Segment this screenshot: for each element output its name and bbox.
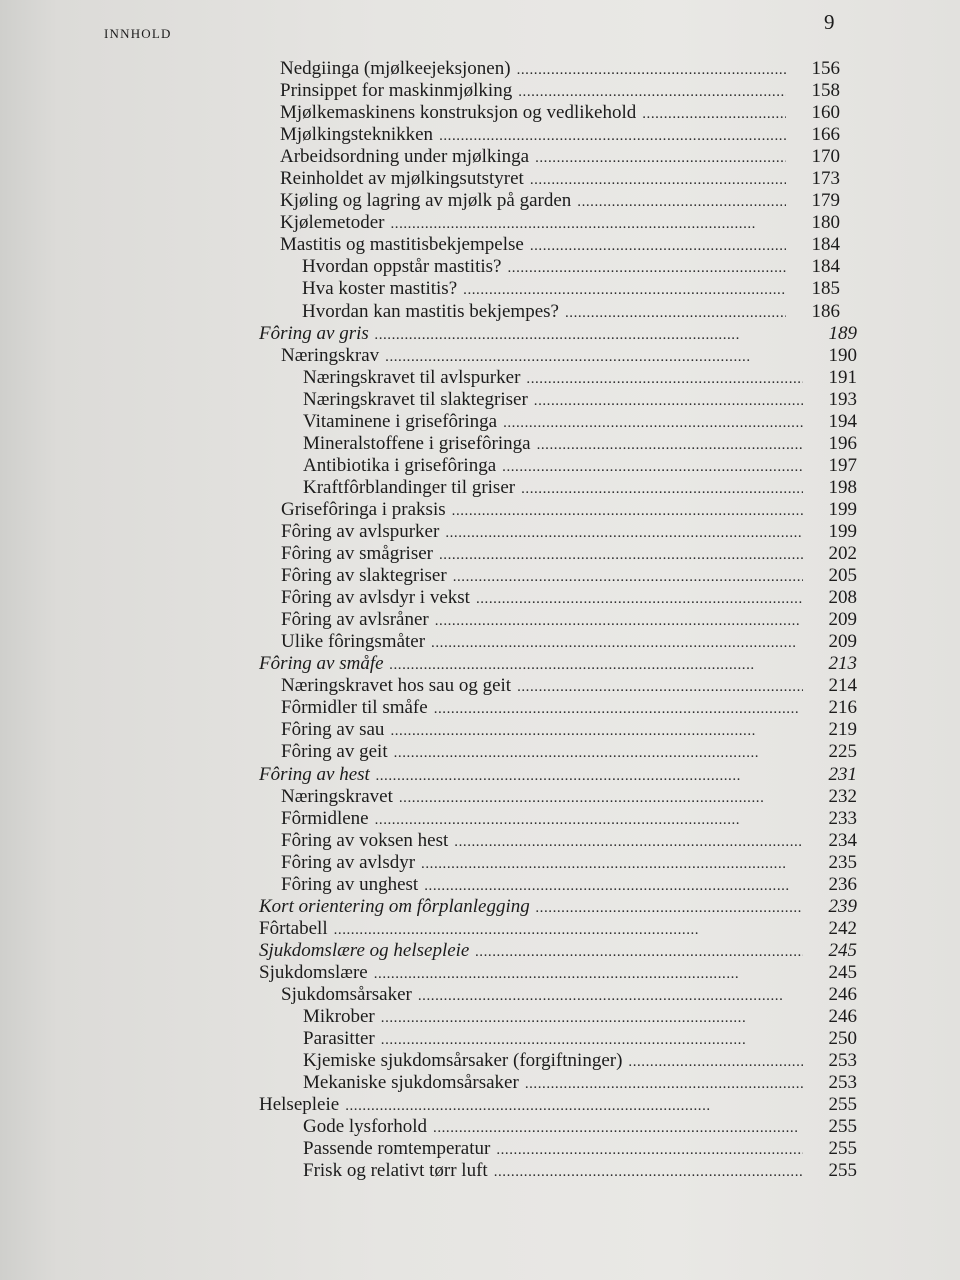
toc-entry [303, 411, 857, 434]
dot-leader [439, 125, 786, 147]
toc-row [0, 256, 960, 278]
toc-entry-page: 250 [828, 1028, 857, 1050]
dot-leader [476, 588, 803, 610]
toc-entry [259, 323, 857, 346]
dot-leader [439, 544, 803, 566]
toc-entry-page: 197 [828, 454, 857, 476]
toc-entry-title: Næringskravet til avlspurker [303, 366, 521, 388]
toc-entry-page: 190 [828, 344, 857, 366]
toc-entry-page: 214 [828, 675, 857, 697]
toc-entry-page: 185 [811, 278, 840, 300]
dot-leader [431, 632, 803, 654]
toc-entry [281, 719, 857, 742]
toc-entry [303, 1160, 857, 1183]
toc-entry-page: 246 [828, 1006, 857, 1028]
toc-entry-page: 245 [828, 939, 857, 961]
dot-leader [521, 478, 803, 500]
toc-entry-title: Sjukdomslære og helsepleie [259, 939, 470, 961]
toc-row [0, 58, 960, 80]
dot-leader [517, 59, 786, 81]
toc-row [0, 653, 960, 675]
toc-entry [303, 1116, 857, 1139]
toc-entry-title: Mjølkingsteknikken [280, 124, 434, 146]
toc-entry [281, 786, 857, 809]
toc-row [0, 124, 960, 146]
toc-row [0, 1116, 960, 1138]
toc-entry-title: Mineralstoffene i grisefôringa [303, 432, 531, 454]
toc-entry-title: Antibiotika i grisefôringa [303, 454, 497, 476]
dot-leader [628, 1051, 803, 1073]
dot-leader [642, 103, 786, 125]
dot-leader [496, 1139, 803, 1161]
toc-entry-page: 173 [811, 168, 840, 190]
toc-entry-page: 209 [828, 631, 857, 653]
toc-entry-page: 160 [811, 102, 840, 124]
toc-entry-page: 236 [828, 873, 857, 895]
dot-leader [463, 279, 786, 301]
toc-entry [259, 962, 857, 985]
dot-leader [475, 941, 803, 963]
toc-entry-title: Grisefôringa i praksis [281, 498, 446, 520]
toc-entry [280, 102, 840, 125]
toc-entry-title: Næringskravet til slaktegriser [303, 388, 528, 410]
dot-leader [424, 875, 803, 897]
toc-row [0, 168, 960, 190]
toc-row [0, 345, 960, 367]
toc-entry-title: Frisk og relativt tørr luft [303, 1160, 488, 1182]
dot-leader [507, 257, 786, 279]
dot-leader [421, 853, 803, 875]
toc-entry [281, 675, 857, 698]
toc-entry-page: 179 [811, 190, 840, 212]
toc-entry-title: Fôring av avlspurker [281, 520, 440, 542]
toc-entry [281, 345, 857, 368]
toc-entry-page: 202 [828, 543, 857, 565]
toc-entry [259, 653, 857, 676]
toc-entry-page: 225 [828, 741, 857, 763]
toc-row [0, 80, 960, 102]
toc-entry [281, 565, 857, 588]
toc-entry-title: Fôring av avlsdyr [281, 851, 416, 873]
toc-entry [259, 764, 857, 787]
dot-leader [526, 368, 803, 390]
toc-row [0, 433, 960, 455]
toc-entry [281, 874, 857, 897]
toc-entry-title: Prinsippet for maskinmjølking [280, 80, 513, 102]
toc-entry-title: Sjukdomslære [259, 961, 368, 983]
toc-entry-page: 184 [811, 234, 840, 256]
toc-row [0, 1072, 960, 1094]
dot-leader [502, 456, 803, 478]
toc-row [0, 367, 960, 389]
toc-entry [303, 1050, 857, 1073]
toc-row [0, 830, 960, 852]
toc-entry [281, 741, 857, 764]
dot-leader [452, 500, 803, 522]
toc-entry [281, 697, 857, 720]
toc-entry-title: Mjølkemaskinens konstruksjon og vedlikehold [280, 102, 637, 124]
dot-leader [418, 985, 803, 1007]
toc-row [0, 1028, 960, 1050]
toc-entry-page: 184 [811, 256, 840, 278]
dot-leader [375, 324, 803, 346]
toc-row [0, 1138, 960, 1160]
toc-entry-title: Arbeidsordning under mjølkinga [280, 146, 530, 168]
toc-entry-title: Fôring av unghest [281, 873, 419, 895]
toc-entry-title: Fôring av gris [259, 322, 369, 344]
toc-entry-title: Fôring av geit [281, 741, 388, 763]
toc-entry [281, 808, 857, 831]
toc-entry [281, 521, 857, 544]
toc-row [0, 697, 960, 719]
toc-entry-title: Fôrtabell [259, 917, 328, 939]
toc-row [0, 896, 960, 918]
dot-leader [445, 522, 803, 544]
toc-entry-page: 198 [828, 476, 857, 498]
dot-leader [577, 191, 786, 213]
toc-entry-title: Helsepleie [259, 1094, 340, 1116]
toc-entry [303, 389, 857, 412]
toc-row [0, 190, 960, 212]
toc-row [0, 918, 960, 940]
toc-row [0, 102, 960, 124]
toc-entry-title: Fôrmidlene [281, 807, 369, 829]
toc-entry-page: 242 [828, 917, 857, 939]
dot-leader [453, 566, 803, 588]
toc-entry-title: Parasitter [303, 1028, 375, 1050]
toc-entry-page: 245 [828, 961, 857, 983]
toc-entry-title: Fôring av smågriser [281, 543, 433, 565]
toc-entry [280, 168, 840, 191]
toc-entry-page: 253 [828, 1050, 857, 1072]
toc-entry [281, 984, 857, 1007]
dot-leader [494, 1161, 803, 1183]
toc-row [0, 543, 960, 565]
toc-entry-title: Ulike fôringsmåter [281, 631, 426, 653]
toc-entry-title: Nedgiinga (mjølkeejeksjonen) [280, 58, 511, 79]
toc-entry [281, 499, 857, 522]
toc-row [0, 786, 960, 808]
toc-row [0, 852, 960, 874]
toc-entry-title: Reinholdet av mjølkingsutstyret [280, 168, 524, 190]
toc-entry [281, 609, 857, 632]
toc-entry [303, 1138, 857, 1161]
toc-row [0, 146, 960, 168]
toc-entry-title: Fôring av hest [259, 763, 370, 785]
toc-entry-title: Fôring av avlsdyr i vekst [281, 587, 470, 609]
dot-leader [537, 434, 803, 456]
toc-entry-title: Mikrober [303, 1006, 375, 1028]
toc-entry-page: 199 [828, 498, 857, 520]
toc-entry-page: 216 [828, 697, 857, 719]
toc-row [0, 477, 960, 499]
toc-entry [281, 543, 857, 566]
toc-entry-page: 209 [828, 609, 857, 631]
toc-entry-page: 255 [828, 1160, 857, 1182]
toc-entry-title: Mekaniske sjukdomsårsaker [303, 1072, 519, 1094]
toc-entry-title: Næringskravet [281, 785, 393, 807]
toc-entry-page: 193 [828, 388, 857, 410]
dot-leader [394, 742, 803, 764]
dot-leader [565, 302, 786, 324]
toc-row [0, 455, 960, 477]
toc-entry-page: 233 [828, 807, 857, 829]
toc-row [0, 565, 960, 587]
toc-entry-page: 239 [828, 895, 857, 917]
dot-leader [433, 1117, 803, 1139]
toc-entry-title: Næringskravet hos sau og geit [281, 675, 512, 697]
toc-row [0, 499, 960, 521]
toc-entry [259, 918, 857, 941]
toc-entry-page: 205 [828, 565, 857, 587]
toc-entry [303, 1072, 857, 1095]
toc-entry-title: Fôring av slaktegriser [281, 565, 447, 587]
toc-entry-page: 246 [828, 983, 857, 1005]
toc-entry-page: 166 [811, 124, 840, 146]
toc-entry-title: Fôring av sau [281, 719, 385, 741]
toc-entry [302, 278, 840, 301]
toc-entry-page: 213 [828, 653, 857, 675]
dot-leader [374, 963, 803, 985]
dot-leader [530, 169, 786, 191]
dot-leader [525, 1073, 803, 1095]
toc-entry [281, 631, 857, 654]
dot-leader [345, 1095, 803, 1117]
toc-entry [303, 455, 857, 478]
toc-entry [281, 852, 857, 875]
toc-row [0, 587, 960, 609]
toc-entry-title: Sjukdomsårsaker [281, 983, 412, 1005]
toc-entry [280, 190, 840, 213]
toc-entry-page: 232 [828, 785, 857, 807]
dot-leader [390, 213, 786, 235]
toc-entry-page: 158 [811, 80, 840, 102]
toc-entry [302, 256, 840, 279]
toc-entry-page: 219 [828, 719, 857, 741]
toc-row [0, 234, 960, 256]
toc-row [0, 675, 960, 697]
toc-entry [280, 146, 840, 169]
toc-entry [303, 433, 857, 456]
toc-entry [302, 301, 840, 324]
toc-row [0, 1050, 960, 1072]
toc-entry-title: Næringskrav [281, 344, 380, 366]
running-head: INNHOLD [104, 26, 172, 41]
toc-row [0, 609, 960, 631]
dot-leader [390, 654, 803, 676]
dot-leader [518, 81, 786, 103]
toc-entry [303, 1028, 857, 1051]
page-number: 9 [824, 10, 835, 34]
toc-row [0, 631, 960, 653]
toc-row [0, 940, 960, 962]
toc-entry-page: 156 [811, 58, 840, 79]
toc-entry [280, 212, 840, 235]
toc-entry-page: 196 [828, 432, 857, 454]
toc-entry-page: 194 [828, 410, 857, 432]
dot-leader [381, 1007, 803, 1029]
toc-row [0, 389, 960, 411]
dot-leader [399, 787, 803, 809]
toc-entry-title: Fôring av småfe [259, 653, 384, 675]
toc-entry [303, 477, 857, 500]
toc-entry-page: 208 [828, 587, 857, 609]
toc-entry-title: Hvordan kan mastitis bekjempes? [302, 300, 559, 322]
toc-row [0, 301, 960, 323]
toc-row [0, 1006, 960, 1028]
toc-row [0, 764, 960, 786]
toc-entry-title: Hvordan oppstår mastitis? [302, 256, 502, 278]
toc-entry-page: 255 [828, 1116, 857, 1138]
dot-leader [535, 147, 786, 169]
toc-entry [303, 1006, 857, 1029]
toc-row [0, 323, 960, 345]
toc-entry-title: Fôring av voksen hest [281, 829, 449, 851]
toc-row [0, 741, 960, 763]
dot-leader [435, 610, 803, 632]
dot-leader [536, 897, 803, 919]
toc-row [0, 521, 960, 543]
dot-leader [390, 720, 803, 742]
toc-row [0, 984, 960, 1006]
toc-entry-page: 235 [828, 851, 857, 873]
dot-leader [454, 831, 803, 853]
dot-leader [376, 765, 803, 787]
toc-entry-page: 255 [828, 1094, 857, 1116]
toc-entry-title: Vitaminene i grisefôringa [303, 410, 498, 432]
toc-entry [303, 367, 857, 390]
toc-entry-page: 186 [811, 300, 840, 322]
toc-entry [280, 234, 840, 257]
toc-entry-page: 231 [828, 763, 857, 785]
toc-row [0, 212, 960, 234]
toc-row [0, 1160, 960, 1182]
toc-row [0, 808, 960, 830]
toc-entry-title: Mastitis og mastitisbekjempelse [280, 234, 524, 256]
toc-entry [281, 587, 857, 610]
toc-row [0, 278, 960, 300]
dot-leader [381, 1029, 803, 1051]
toc-entry-page: 170 [811, 146, 840, 168]
dot-leader [375, 809, 803, 831]
toc-entry-title: Fôring av avlsråner [281, 609, 429, 631]
toc-entry [280, 80, 840, 103]
toc-entry [280, 58, 840, 81]
toc-entry-page: 189 [828, 322, 857, 344]
table-of-contents [0, 58, 960, 1182]
dot-leader [530, 235, 786, 257]
toc-entry-page: 234 [828, 829, 857, 851]
toc-entry-page: 199 [828, 520, 857, 542]
dot-leader [434, 698, 803, 720]
toc-entry [281, 830, 857, 853]
toc-entry [259, 896, 857, 919]
toc-row [0, 962, 960, 984]
toc-entry [259, 1094, 857, 1117]
toc-entry [259, 940, 857, 963]
dot-leader [385, 346, 803, 368]
toc-entry-page: 191 [828, 366, 857, 388]
toc-entry-title: Kjøling og lagring av mjølk på garden [280, 190, 572, 212]
toc-row [0, 719, 960, 741]
toc-entry-title: Passende romtemperatur [303, 1138, 491, 1160]
toc-entry-title: Kjemiske sjukdomsårsaker (forgiftninger) [303, 1050, 623, 1072]
toc-row [0, 1094, 960, 1116]
dot-leader [534, 390, 803, 412]
toc-entry-title: Kraftfôrblandinger til griser [303, 476, 516, 498]
dot-leader [503, 412, 803, 434]
toc-entry-title: Hva koster mastitis? [302, 278, 458, 300]
toc-entry-page: 253 [828, 1072, 857, 1094]
dot-leader [334, 919, 803, 941]
toc-entry-title: Gode lysforhold [303, 1116, 428, 1138]
toc-entry-page: 180 [811, 212, 840, 234]
toc-row [0, 411, 960, 433]
toc-entry-page: 255 [828, 1138, 857, 1160]
toc-entry-title: Fôrmidler til småfe [281, 697, 428, 719]
toc-entry [280, 124, 840, 147]
dot-leader [517, 676, 803, 698]
toc-entry-title: Kort orientering om fôrplanlegging [259, 895, 530, 917]
toc-entry-title: Kjølemetoder [280, 212, 385, 234]
toc-row [0, 874, 960, 896]
